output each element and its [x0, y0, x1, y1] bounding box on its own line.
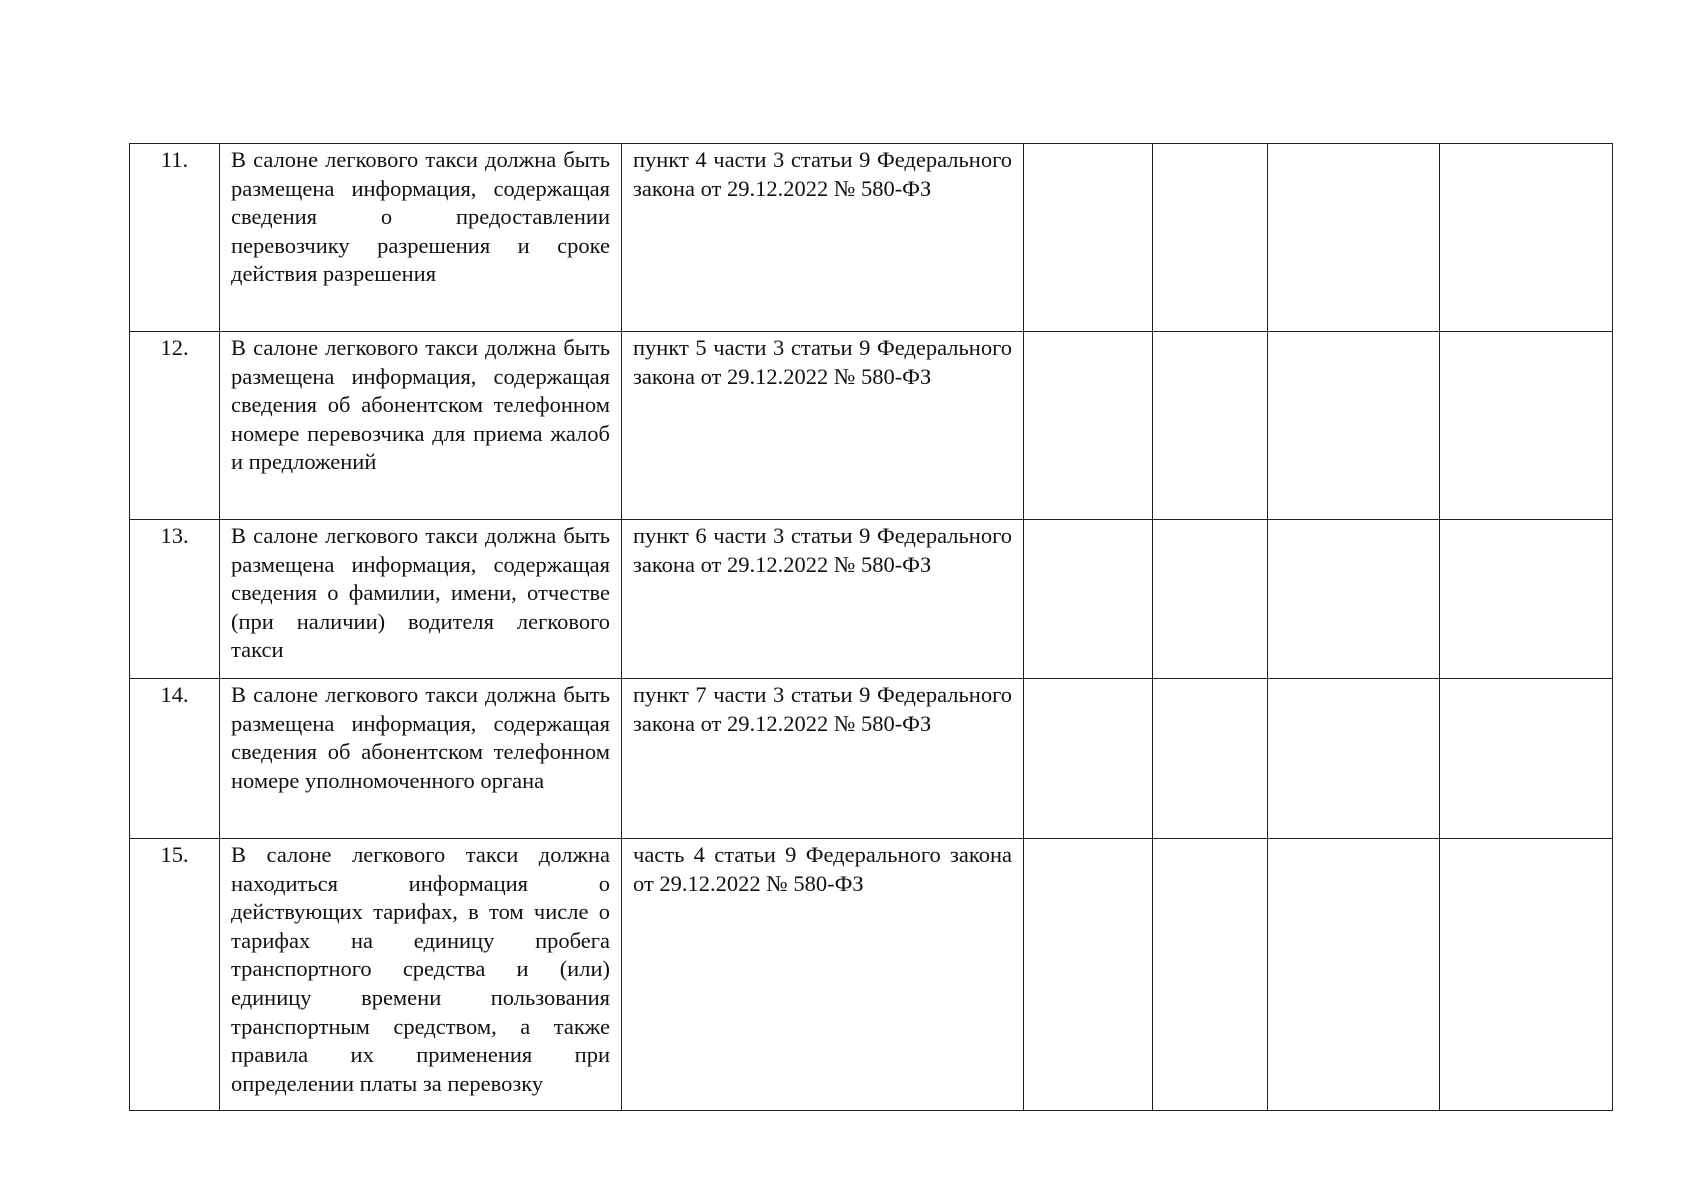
legal-reference-cell: пункт 4 части 3 статьи 9 Федерального закона от 29.12.2022 № 580-ФЗ: [622, 144, 1024, 332]
empty-cell-col7: [1440, 144, 1613, 332]
empty-cell-col6: [1268, 520, 1440, 679]
row-number: 13.: [130, 520, 220, 679]
legal-reference-cell: пункт 5 части 3 статьи 9 Федерального закона от 29.12.2022 № 580-ФЗ: [622, 332, 1024, 520]
empty-cell-col4: [1024, 144, 1153, 332]
requirement-cell: В салоне легкового такси должна находиться информация о действующих тарифах, в том числе о тарифах на единицу пробега транспортного средства и (или) единицу времени пользования транспортным средством, а также правила их применения при определении платы за перевозку: [220, 839, 622, 1111]
empty-cell-col4: [1024, 332, 1153, 520]
empty-cell-col5: [1153, 839, 1268, 1111]
table-row: [130, 679, 1613, 839]
empty-cell-col4: [1024, 520, 1153, 679]
empty-cell-col7: [1440, 839, 1613, 1111]
legal-reference-cell: часть 4 статьи 9 Федерального закона от 29.12.2022 № 580-ФЗ: [622, 839, 1024, 1111]
table-row: [130, 520, 1613, 679]
empty-cell-col7: [1440, 679, 1613, 839]
empty-cell-col6: [1268, 839, 1440, 1111]
empty-cell-col4: [1024, 839, 1153, 1111]
row-number: 12.: [130, 332, 220, 520]
empty-cell-col5: [1153, 520, 1268, 679]
table-row: [130, 144, 1613, 332]
table-row: [130, 839, 1613, 1111]
requirement-cell: В салоне легкового такси должна быть размещена информация, содержащая сведения об абонентском телефонном номере уполномоченного органа: [220, 679, 622, 839]
empty-cell-col6: [1268, 679, 1440, 839]
empty-cell-col5: [1153, 144, 1268, 332]
row-number: 11.: [130, 144, 220, 332]
checklist-table: [129, 143, 1613, 1111]
table-row: [130, 332, 1613, 520]
empty-cell-col6: [1268, 332, 1440, 520]
empty-cell-col5: [1153, 679, 1268, 839]
requirement-cell: В салоне легкового такси должна быть размещена информация, содержащая сведения о предоставлении перевозчику разрешения и сроке действия разрешения: [220, 144, 622, 332]
requirement-cell: В салоне легкового такси должна быть размещена информация, содержащая сведения о фамилии, имени, отчестве (при наличии) водителя легкового такси: [220, 520, 622, 679]
legal-reference-cell: пункт 6 части 3 статьи 9 Федерального закона от 29.12.2022 № 580-ФЗ: [622, 520, 1024, 679]
empty-cell-col6: [1268, 144, 1440, 332]
empty-cell-col7: [1440, 332, 1613, 520]
row-number: 14.: [130, 679, 220, 839]
empty-cell-col5: [1153, 332, 1268, 520]
empty-cell-col7: [1440, 520, 1613, 679]
empty-cell-col4: [1024, 679, 1153, 839]
legal-reference-cell: пункт 7 части 3 статьи 9 Федерального закона от 29.12.2022 № 580-ФЗ: [622, 679, 1024, 839]
requirement-cell: В салоне легкового такси должна быть размещена информация, содержащая сведения об абонентском телефонном номере перевозчика для приема жалоб и предложений: [220, 332, 622, 520]
row-number: 15.: [130, 839, 220, 1111]
